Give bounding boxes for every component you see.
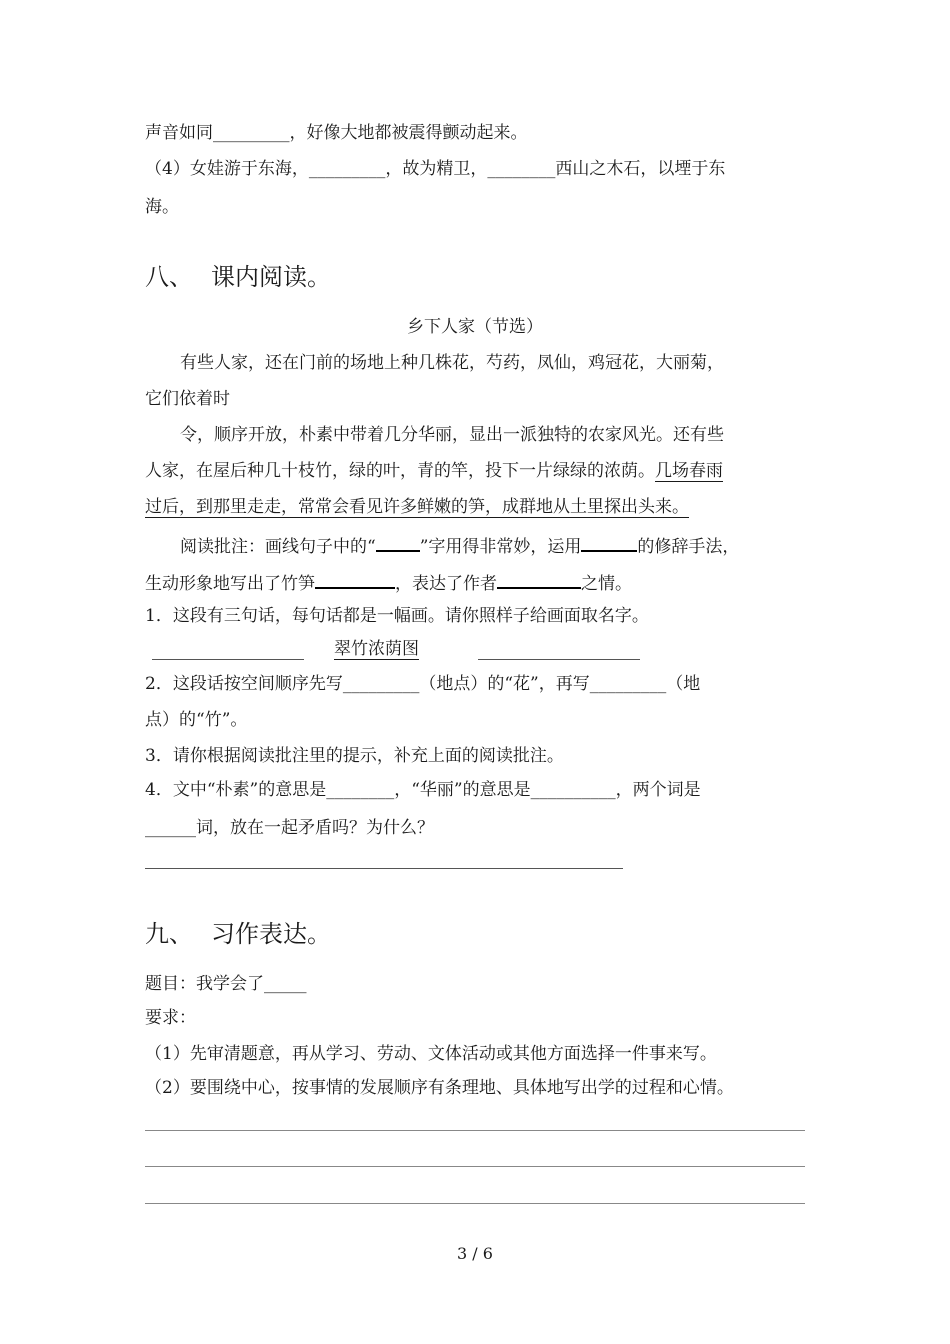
question-2: 2．这段话按空间顺序先写_________（地点）的“花”，再写_________（地 bbox=[145, 674, 701, 694]
passage-line bbox=[145, 460, 723, 482]
annotation-text: 生动形象地写出了竹笋 bbox=[145, 574, 315, 594]
passage-title: 乡下人家（节选） bbox=[407, 317, 543, 337]
annotation-text: 阅读批注：画线句子中的“ bbox=[180, 537, 376, 557]
passage-line: 令，顺序开放，朴素中带着几分华丽，显出一派独特的农家风光。还有些 bbox=[180, 425, 724, 445]
annotation-line bbox=[180, 533, 739, 558]
answer-line[interactable] bbox=[145, 868, 623, 869]
question-1: 1．这段有三句话，每句话都是一幅画。请你照样子给画面取名字。 bbox=[145, 606, 649, 626]
question-3: 3．请你根据阅读批注里的提示，补充上面的阅读批注。 bbox=[145, 746, 564, 766]
section-9-heading bbox=[145, 919, 331, 949]
writing-topic: 题目：我学会了_____ bbox=[145, 974, 307, 994]
text-line: 声音如同_________，好像大地都被震得颤动起来。 bbox=[145, 123, 528, 143]
question-4-cont: ______词，放在一起矛盾吗？为什么？ bbox=[145, 818, 434, 838]
writing-line[interactable] bbox=[145, 1130, 805, 1131]
example-title: 翠竹浓荫图 bbox=[334, 639, 419, 659]
section-8-heading bbox=[145, 262, 331, 292]
writing-line[interactable] bbox=[145, 1166, 805, 1167]
question-2-cont: 点）的“竹”。 bbox=[145, 710, 248, 730]
section-title: 课内阅读。 bbox=[211, 263, 331, 291]
text-line: 海。 bbox=[145, 197, 179, 217]
requirements-label: 要求： bbox=[145, 1008, 196, 1028]
text-line: （4）女娃游于东海，_________，故为精卫，________西山之木石，以堙于东 bbox=[145, 159, 726, 179]
answer-line[interactable] bbox=[478, 659, 640, 660]
underlined-sentence: 几场春雨 bbox=[655, 461, 723, 481]
passage-text: 人家，在屋后种几十枝竹，绿的叶，青的竿，投下一片绿绿的浓荫。 bbox=[145, 461, 655, 481]
annotation-text: 之情。 bbox=[581, 574, 632, 594]
answer-blank[interactable] bbox=[581, 533, 637, 552]
answer-blank[interactable] bbox=[376, 533, 420, 552]
passage-line: 有些人家，还在门前的场地上种几株花，芍药，凤仙，鸡冠花，大丽菊， bbox=[180, 353, 724, 373]
underlined-sentence: 过后，到那里走走，常常会看见许多鲜嫩的笋，成群地从土里探出头来。 bbox=[145, 497, 689, 517]
writing-line[interactable] bbox=[145, 1203, 805, 1204]
answer-blank[interactable] bbox=[497, 570, 581, 589]
question-4: 4．文中“朴素”的意思是________，“华丽”的意思是__________，两个词是 bbox=[145, 780, 701, 800]
answer-line[interactable] bbox=[152, 659, 304, 660]
passage-line: 它们依着时 bbox=[145, 389, 230, 409]
page-number: 3 / 6 bbox=[457, 1244, 493, 1263]
section-title: 习作表达。 bbox=[211, 920, 331, 948]
answer-blank[interactable] bbox=[315, 570, 395, 589]
annotation-text: ”字用得非常妙，运用 bbox=[419, 537, 582, 557]
annotation-text: 的修辞手法， bbox=[637, 537, 740, 557]
annotation-line bbox=[145, 570, 632, 595]
section-number: 八、 bbox=[145, 263, 193, 291]
section-number: 九、 bbox=[145, 920, 193, 948]
annotation-text: ，表达了作者 bbox=[395, 574, 497, 594]
requirement-1: （1）先审清题意，再从学习、劳动、文体活动或其他方面选择一件事来写。 bbox=[145, 1044, 717, 1064]
requirement-2: （2）要围绕中心，按事情的发展顺序有条理地、具体地写出学的过程和心情。 bbox=[145, 1078, 734, 1098]
